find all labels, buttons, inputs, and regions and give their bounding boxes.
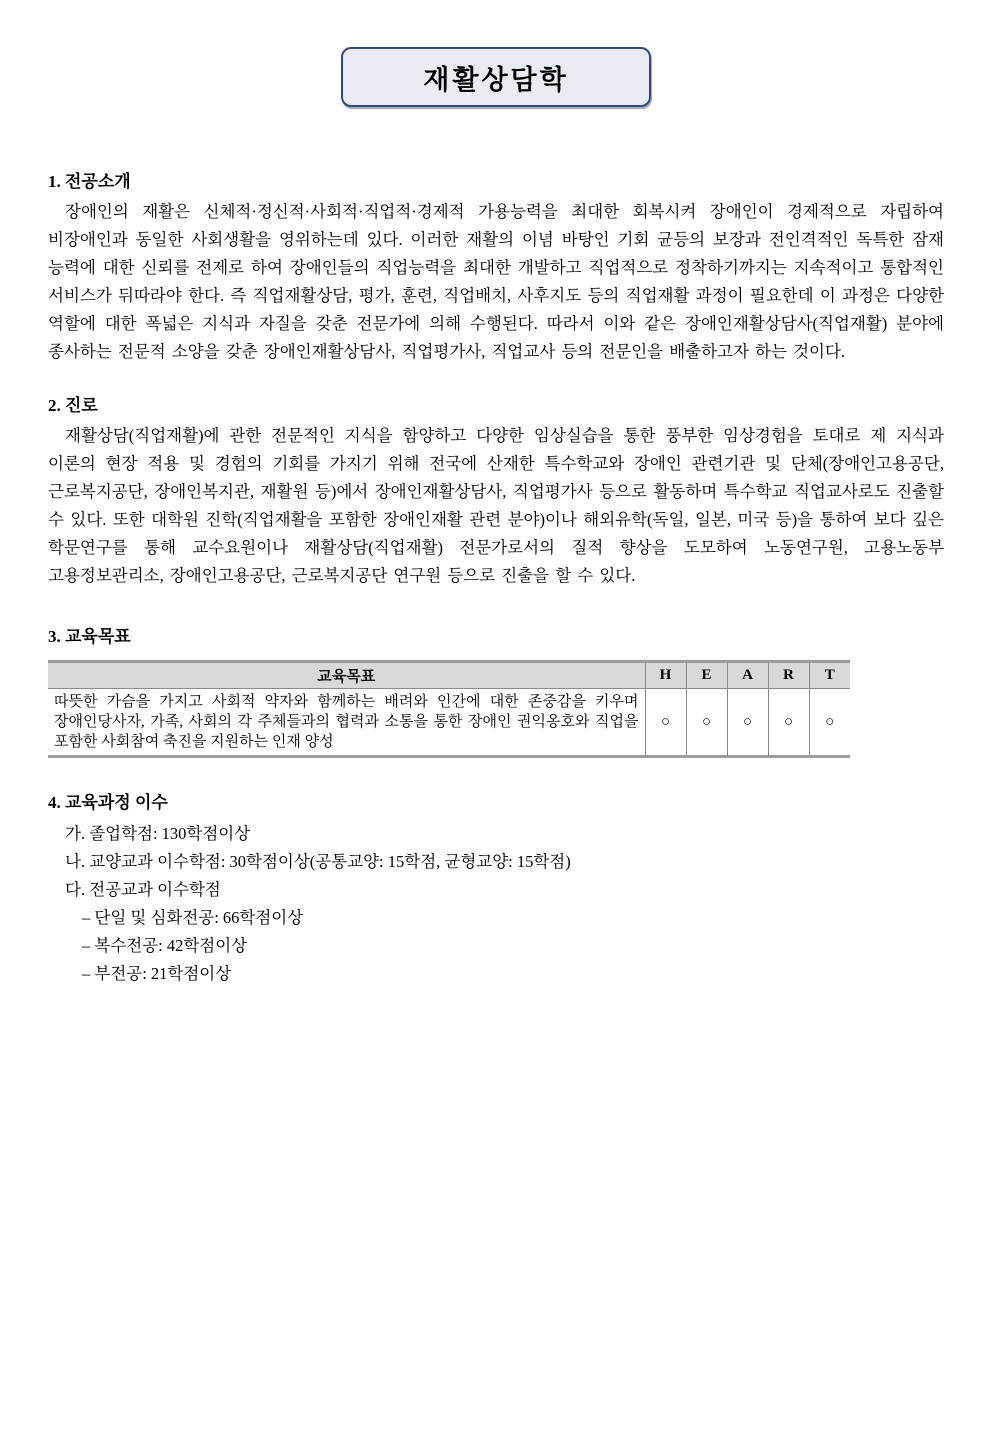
curriculum-list xyxy=(48,820,944,988)
page-title-box xyxy=(341,47,651,107)
goal-mark-a: ○ xyxy=(727,689,768,757)
education-goals-table xyxy=(48,660,850,758)
section-3-heading: 3. 교육목표 xyxy=(48,627,131,646)
section-2-paragraph: 재활상담(직업재활)에 관한 전문적인 지식을 함양하고 다양한 임상실습을 통한 풍부한 임상경험을 토대로 제 지식과 이론의 현장 적용 및 경험의 기회를 가지기 위해 전국에 산재한 특수학교와 장애인 관련기관 및 단체(장애인고용공단, 근로복지공단, 장애인복지관, 재활원 등)에서 장애인재활상담사, 직업평가사 등으로 활동하며 특수학교 직업교사로도 진출할 수 있다. 또한 대학원 진학(직업재활을 포함한 장애인재활 관련 분야)이나 해외유학(독일, 일본, 미국 등)을 통하여 보다 깊은 학문연구를 통해 교수요원이나 재활상담(직업재활) 전문가로서의 질적 향상을 도모하여 노동연구원, 고용노동부 고용정보관리소, 장애인고용공단, 근로복지공단 연구원 등으로 진출을 할 수 있다. xyxy=(48,426,944,585)
goal-mark-e: ○ xyxy=(686,689,727,757)
section-2-heading: 2. 진로 xyxy=(48,396,98,415)
heart-column-header-a: A xyxy=(727,662,768,689)
curriculum-item-single-intensive-major: – 단일 및 심화전공: 66학점이상 xyxy=(82,908,304,927)
curriculum-item-minor: – 부전공: 21학점이상 xyxy=(82,964,232,983)
heart-column-header-h: H xyxy=(645,662,686,689)
curriculum-item-general-education-credits: 나. 교양교과 이수학점: 30학점이상(공통교양: 15학점, 균형교양: 15학점) xyxy=(65,852,571,871)
table-header-row xyxy=(48,662,850,689)
curriculum-item-graduation-credits: 가. 졸업학점: 130학점이상 xyxy=(65,824,251,843)
section-4-heading: 4. 교육과정 이수 xyxy=(48,793,168,812)
goal-column-header: 교육목표 xyxy=(48,662,645,689)
section-1-paragraph: 장애인의 재활은 신체적·정신적·사회적·직업적·경제적 가용능력을 최대한 회복시켜 장애인이 경제적으로 자립하여 비장애인과 동일한 사회생활을 영위하는데 있다. 이러한 재활의 이념 바탕인 기회 균등의 보장과 전인격적인 독특한 잠재 능력에 대한 신뢰를 전제로 하여 장애인들의 직업능력을 최대한 개발하고 직업적으로 정착하기까지는 지속적이고 통합적인 서비스가 뒤따라야 한다. 즉 직업재활상담, 평가, 훈련, 직업배치, 사후지도 등의 직업재활 과정이 필요한데 이 과정은 다양한 역할에 대한 폭넓은 지식과 자질을 갖춘 전문가에 의해 수행된다. 따라서 이와 같은 장애인재활상담사(직업재활) 분야에 종사하는 전문적 소양을 갖춘 장애인재활상담사, 직업평가사, 직업교사 등의 전문인을 배출하고자 하는 것이다. xyxy=(48,202,944,361)
document-page xyxy=(0,47,992,988)
heart-column-header-t: T xyxy=(809,662,850,689)
heart-column-header-e: E xyxy=(686,662,727,689)
page-title: 재활상담학 xyxy=(423,64,569,95)
goal-mark-r: ○ xyxy=(768,689,809,757)
heart-column-header-r: R xyxy=(768,662,809,689)
curriculum-item-major-credits: 다. 전공교과 이수학점 xyxy=(65,880,221,899)
goal-mark-h: ○ xyxy=(645,689,686,757)
curriculum-item-double-major: – 복수전공: 42학점이상 xyxy=(82,936,248,955)
goal-text-cell: 따뜻한 가슴을 가지고 사회적 약자와 함께하는 배려와 인간에 대한 존중감을 키우며 장애인당사자, 가족, 사회의 각 주체들과의 협력과 소통을 통한 장애인 권익옹호와 직업을 포함한 사회참여 축진을 지원하는 인재 양성 xyxy=(54,694,639,750)
goal-mark-t: ○ xyxy=(809,689,850,757)
table-row xyxy=(48,689,850,757)
section-1-heading: 1. 전공소개 xyxy=(48,172,131,191)
